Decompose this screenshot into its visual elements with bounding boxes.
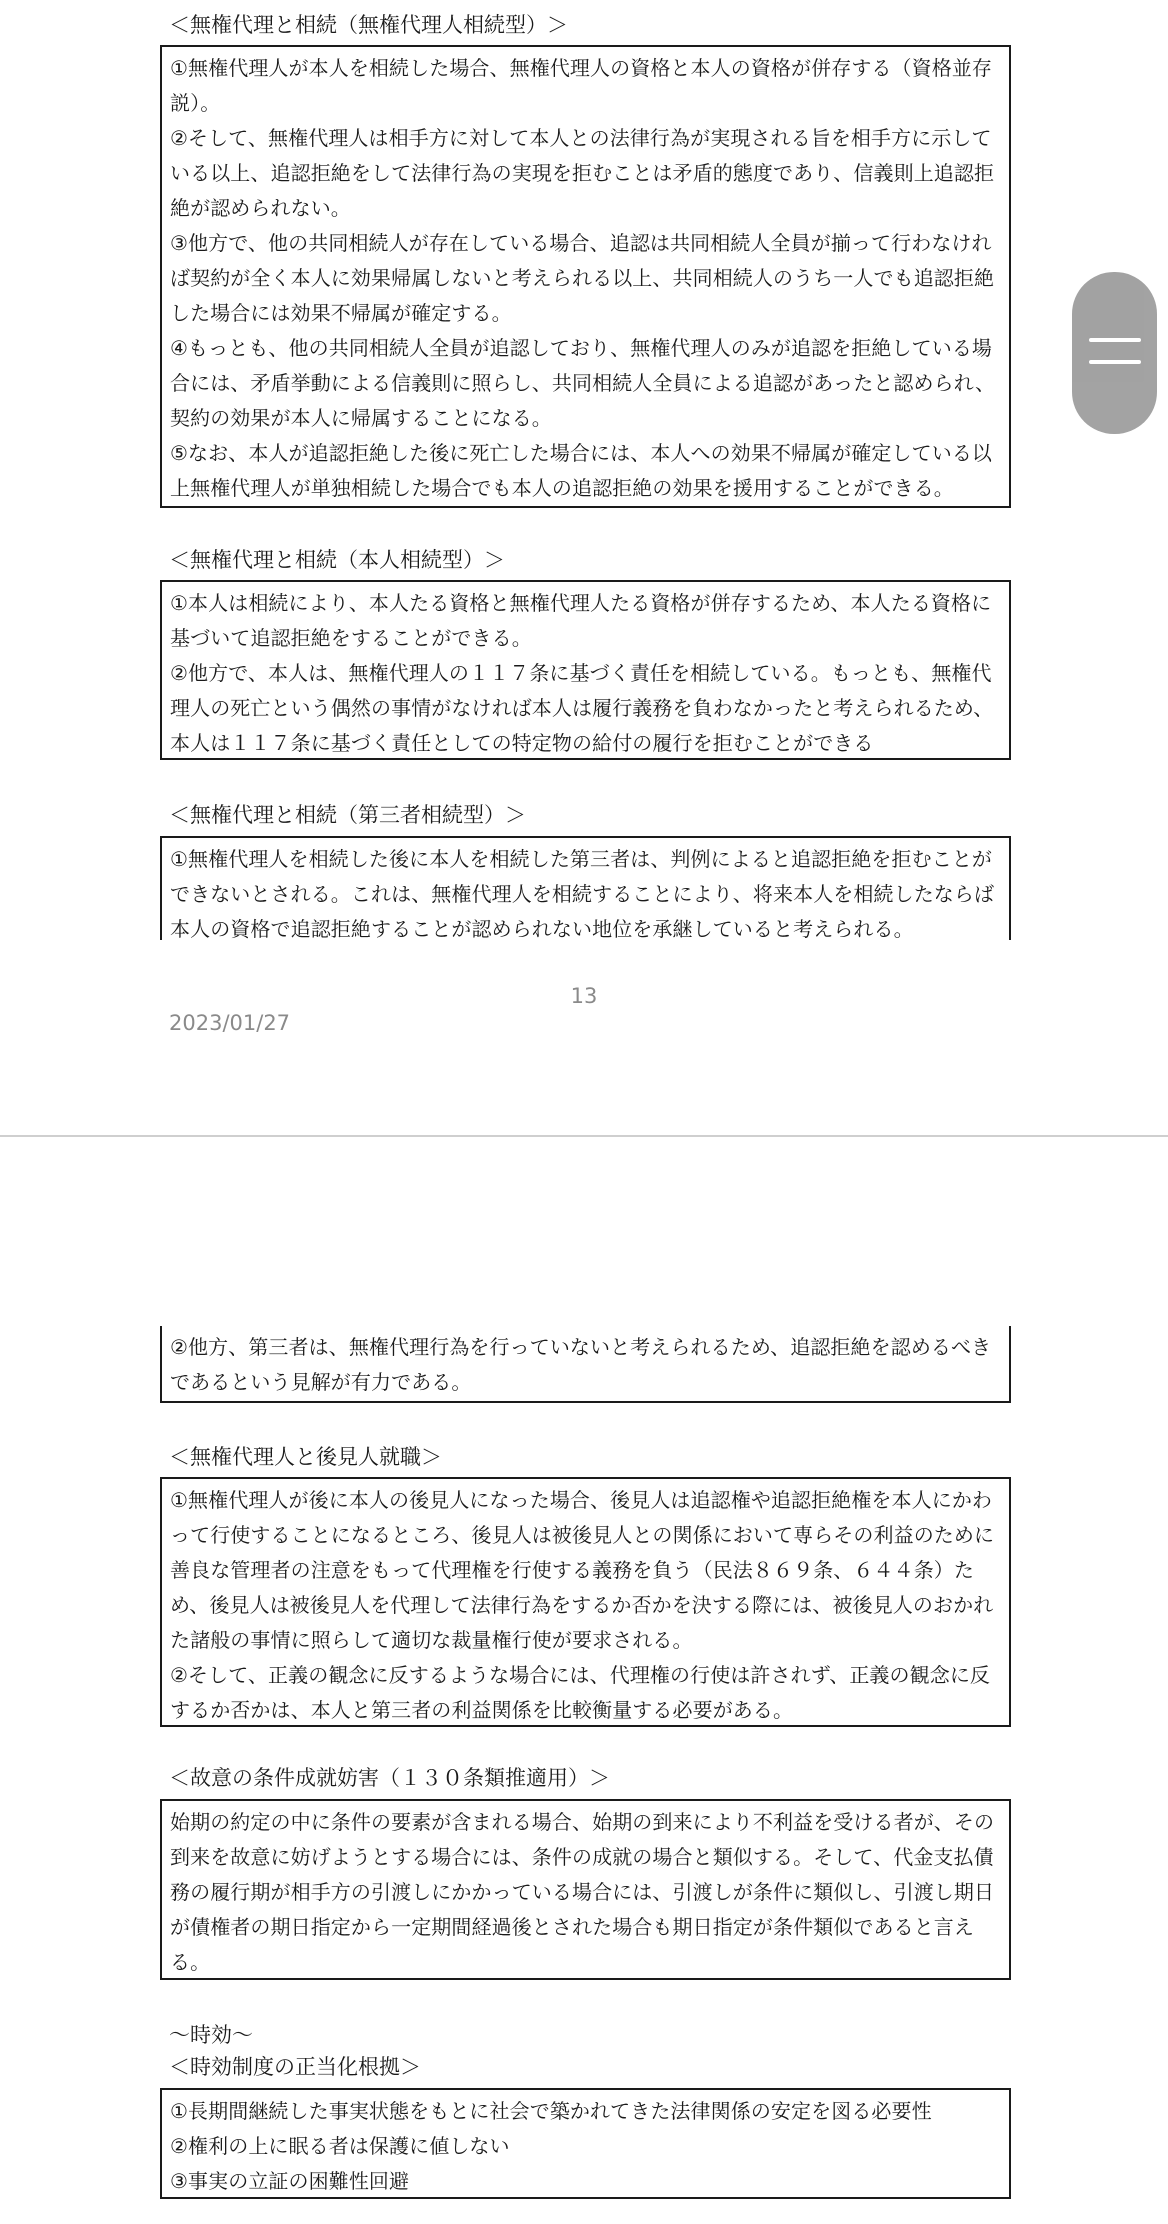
page-divider [0, 1135, 1168, 1137]
paragraph: ⑤なお、本人が追認拒絶した後に死亡した場合には、本人への効果不帰属が確定している以上無権代理人が単独相続した場合でも本人の追認拒絶の効果を援用することができる。 [170, 441, 993, 500]
paragraph: ①無権代理人を相続した後に本人を相続した第三者は、判例によると追認拒絶を拒むことができないとされる。これは、無権代理人を相続することにより、将来本人を相続したならば本人の資格で追認拒絶することが認められない地位を承継していると考えられる。 [170, 847, 995, 940]
section-box-third-party-inherits [160, 836, 1011, 940]
section-box-condition-obstruction [160, 1799, 1011, 1980]
chapter-heading-prescription: 〜時効〜 [169, 2023, 253, 2047]
section-box-guardian [160, 1477, 1011, 1727]
paragraph: ①無権代理人が後に本人の後見人になった場合、後見人は追認権や追認拒絶権を本人にかわって行使することになるところ、後見人は被後見人との関係において専らその利益のために善良な管理者の注意をもって代理権を行使する義務を負う（民法８６９条、６４４条）ため、後見人は被後見人を代理して法律行為をするか否かを決する際には、被後見人のおかれた諸般の事情に照らして適切な裁量権行使が要求される。 [170, 1488, 995, 1652]
section-heading-guardian: ＜無権代理人と後見人就職＞ [169, 1445, 442, 1469]
paragraph: ②そして、正義の観念に反するような場合には、代理権の行使は許されず、正義の観念に反するか否かは、本人と第三者の利益関係を比較衡量する必要がある。 [170, 1663, 991, 1722]
page-number: 13 [570, 984, 598, 1008]
page-date: 2023/01/27 [169, 1011, 291, 1035]
section-heading-third-party-inherits: ＜無権代理と相続（第三者相続型）＞ [169, 803, 526, 827]
paragraph: ④もっとも、他の共同相続人全員が追認しており、無権代理人のみが追認を拒絶している場合には、矛盾挙動による信義則に照らし、共同相続人全員による追認があったと認められ、契約の効果が本人に帰属することになる。 [170, 336, 996, 430]
paragraph: ②他方で、本人は、無権代理人の１１７条に基づく責任を相続している。もっとも、無権代理人の死亡という偶然の事情がなければ本人は履行義務を負わなかったと考えられるため、本人は１１７条に基づく責任としての特定物の給付の履行を拒むことができる [170, 661, 994, 755]
drag-handle-icon [1089, 360, 1141, 364]
paragraph: ②そして、無権代理人は相手方に対して本人との法律行為が実現される旨を相手方に示している以上、追認拒絶をして法律行為の実現を拒むことは矛盾的態度であり、信義則上追認拒絶が認められない。 [170, 126, 995, 220]
list-item: ②権利の上に眠る者は保護に値しない [170, 2134, 510, 2158]
scroll-handle[interactable] [1072, 272, 1157, 434]
list-item: ①長期間継続した事実状態をもとに社会で築かれてきた法律関係の安定を図る必要性 [170, 2099, 932, 2123]
section-box-principal-inherits [160, 580, 1011, 760]
section-heading-principal-inherits: ＜無権代理と相続（本人相続型）＞ [169, 548, 505, 572]
paragraph: ①本人は相続により、本人たる資格と無権代理人たる資格が併存するため、本人たる資格に基づいて追認拒絶をすることができる。 [170, 591, 992, 650]
list-item: ③事実の立証の困難性回避 [170, 2169, 410, 2193]
paragraph: ①無権代理人が本人を相続した場合、無権代理人の資格と本人の資格が併存する（資格並存説）。 [170, 56, 993, 115]
paragraph: ③他方で、他の共同相続人が存在している場合、追認は共同相続人全員が揃って行わなければ契約が全く本人に効果帰属しないと考えられる以上、共同相続人のうち一人でも追認拒絶した場合には効果不帰属が確定する。 [170, 231, 995, 325]
section-box-unauthorized-agent-inherits [160, 45, 1011, 508]
section-heading-unauthorized-agent-inherits: ＜無権代理と相続（無権代理人相続型）＞ [169, 13, 568, 37]
section-box-third-party-continuation [160, 1326, 1011, 1403]
paragraph: 始期の約定の中に条件の要素が含まれる場合、始期の到来により不利益を受ける者が、その到来を故意に妨げようとする場合には、条件の成就の場合と類似する。そして、代金支払債務の履行期が相手方の引渡しにかかっている場合には、引渡しが条件に類似し、引渡し期日が債権者の期日指定から一定期間経過後とされた場合も期日指定が条件類似であると言える。 [170, 1810, 995, 1974]
drag-handle-icon [1089, 338, 1141, 342]
section-box-prescription-justification [160, 2088, 1011, 2199]
section-heading-condition-obstruction: ＜故意の条件成就妨害（１３０条類推適用）＞ [169, 1766, 610, 1790]
paragraph: ②他方、第三者は、無権代理行為を行っていないと考えられるため、追認拒絶を認めるべきであるという見解が有力である。 [170, 1335, 992, 1394]
section-heading-prescription-justification: ＜時効制度の正当化根拠＞ [169, 2055, 421, 2079]
